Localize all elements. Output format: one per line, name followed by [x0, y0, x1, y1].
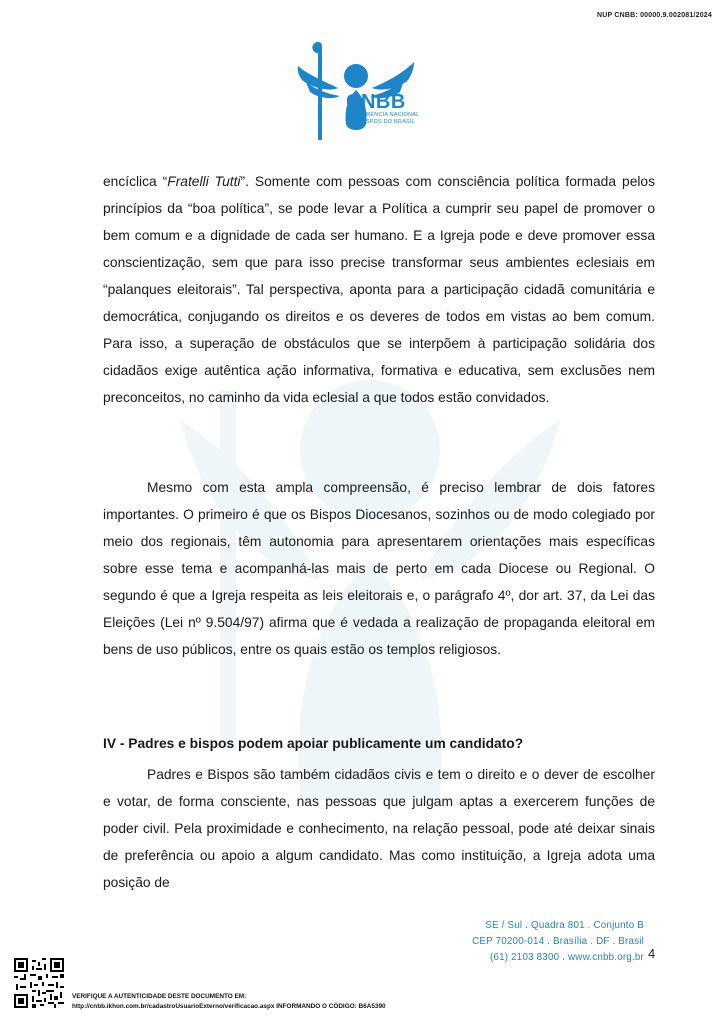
paragraph-3: Padres e Bispos são também cidadãos civis e tem o direito e o dever de escolher e votar, de forma consciente, nas pessoas que julgam aptas a exercerem funções de poder civil. Pela proximidade e conhecimento, na relação pessoal, pode até deixar sinais de preferência ou apoio a algum candidato. Mas como instituição, a Igreja adota uma posição de: [103, 767, 655, 890]
logo-subtitle-line1: CONFERÊNCIA NACIONAL: [346, 112, 420, 118]
footer-address: [472, 918, 644, 966]
verification-link[interactable]: http://cnbb.ikhon.com.br/cadastroUsuarioExterno/verificacao.aspx INFORMANDO O CÓDIGO: B6A5390: [72, 1003, 386, 1010]
address-line-3: (61) 2103 8300 . www.cnbb.org.br: [490, 952, 644, 963]
paragraph-1: [103, 168, 655, 411]
address-line-1: SE / Sul . Quadra 801 . Conjunto B: [485, 920, 644, 931]
qr-code-icon[interactable]: [14, 958, 64, 1008]
nup-code: NUP CNBB: 00000.9.002081/2024: [596, 12, 712, 19]
address-line-2: CEP 70200-014 . Brasília . DF . Brasil: [472, 936, 644, 947]
paragraph-1-rest: ”. Somente com pessoas com consciência política formada pelos princípios da “boa política”, se pode levar a Política a cumprir seu papel de promover o bem comum e a dignidade de cada ser humano. E a Igreja pode e deve promover essa conscientização, sem que para isso precise transformar seus ambientes eclesiais em “palanques eleitorais”. Tal perspectiva, aponta para a participação cidadã comunitária e democrática, conjugando os direitos e os deveres de todos em vistas ao bem comum. Para isso, a superação de obstáculos que se interpõem à participação solidária dos cidadãos exige autêntica ação informativa, formativa e educativa, sem exclusões nem preconceitos, no caminho da vida eclesial a que todos estão convidados.: [103, 174, 656, 405]
logo-wordmark: [346, 92, 419, 126]
page-number: 4: [648, 946, 656, 961]
encyclical-title: Fratelli Tutti: [167, 174, 241, 189]
paragraph-2: Mesmo com esta ampla compreensão, é preciso lembrar de dois fatores importantes. O primeiro é que os Bispos Diocesanos, sozinhos ou de modo colegiado por meio dos regionais, têm autonomia para apresentarem orientações mais específicas sobre esse tema e acompanhá-las mais de perto em cada Diocese ou Regional. O segundo é que a Igreja respeita as leis eleitorais e, o parágrafo 4º, dor art. 37, da Lei das Eleições (Lei nº 9.504/97) afirma que é vedada a realização de propaganda eleitoral em bens de uso públicos, entre os quais estão os templos religiosos.: [103, 480, 655, 657]
logo-abbreviation: CNBB: [346, 91, 406, 113]
verification-heading: VERIFIQUE A AUTENTICIDADE DESTE DOCUMENTO EM:: [72, 993, 247, 1000]
logo-subtitle-line2: DOS BISPOS DO BRASIL: [346, 119, 415, 125]
verification-note: [72, 992, 386, 1012]
paragraph-1-start: encíclica “: [103, 174, 168, 189]
section-heading: IV - Padres e bispos podem apoiar publicamente um candidato?: [103, 736, 524, 751]
